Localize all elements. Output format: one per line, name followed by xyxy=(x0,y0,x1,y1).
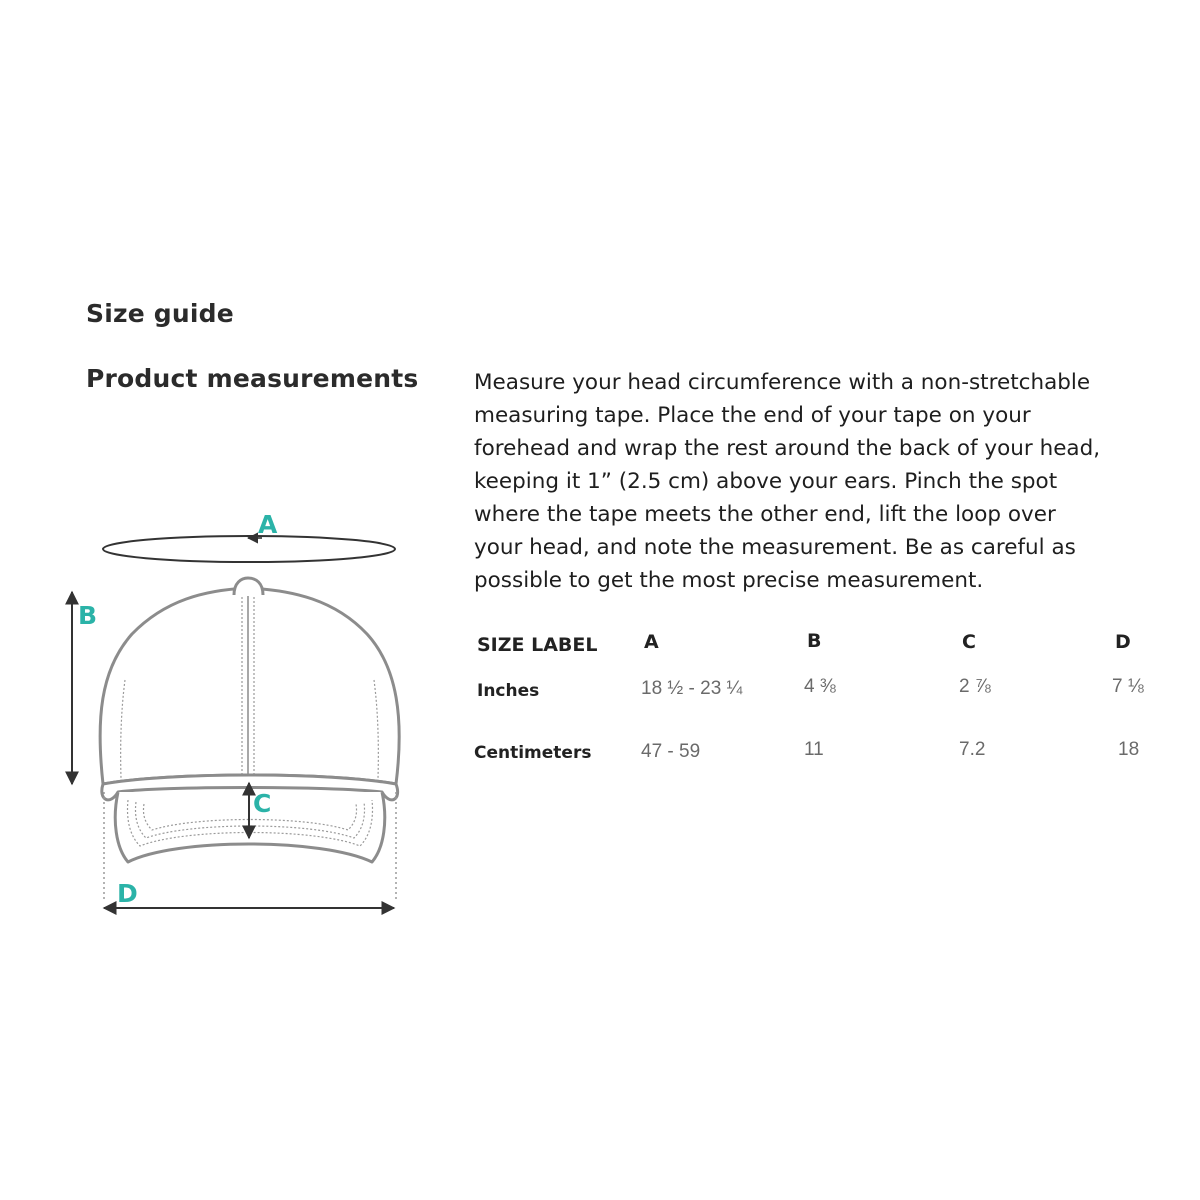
page-title: Size guide xyxy=(86,299,234,328)
table-header-b: B xyxy=(807,630,822,652)
table-cell: 47 - 59 xyxy=(641,741,701,762)
instructions-line: Measure your head circumference with a non-stretchable xyxy=(474,370,1091,395)
table-cell: 7.2 xyxy=(959,739,986,760)
label-a: A xyxy=(258,510,278,539)
table-cell: 18 xyxy=(1118,739,1140,760)
instructions-line: keeping it 1” (2.5 cm) above your ears. Pinch the spot xyxy=(474,469,1058,494)
table-header-a: A xyxy=(644,631,659,653)
label-b: B xyxy=(78,601,98,630)
table-cell: 2 ⅞ xyxy=(959,676,991,697)
table-header-size-label: SIZE LABEL xyxy=(477,634,598,656)
section-title: Product measurements xyxy=(86,364,419,393)
instructions-line: measuring tape. Place the end of your tape on your xyxy=(474,403,1031,428)
instructions-line: your head, and note the measurement. Be as careful as xyxy=(474,535,1076,560)
table-cell: 11 xyxy=(804,739,824,760)
measurement-instructions xyxy=(474,366,1154,597)
table-header-c: C xyxy=(962,631,976,653)
size-table xyxy=(474,624,1174,774)
instructions-line: possible to get the most precise measurement. xyxy=(474,568,984,593)
table-cell: 4 ⅜ xyxy=(804,676,836,697)
instructions-line: forehead and wrap the rest around the back of your head, xyxy=(474,436,1101,461)
table-cell: 7 ⅛ xyxy=(1112,676,1144,697)
label-c: C xyxy=(253,789,272,818)
table-cell: 18 ½ - 23 ¼ xyxy=(641,678,743,699)
circumference-ellipse-icon xyxy=(103,536,395,562)
label-d: D xyxy=(117,879,138,908)
table-header-d: D xyxy=(1115,631,1131,653)
cap-diagram xyxy=(0,0,430,940)
instructions-line: where the tape meets the other end, lift the loop over xyxy=(474,502,1056,527)
table-row-label-inches: Inches xyxy=(477,681,540,701)
table-row-label-centimeters: Centimeters xyxy=(474,743,592,763)
